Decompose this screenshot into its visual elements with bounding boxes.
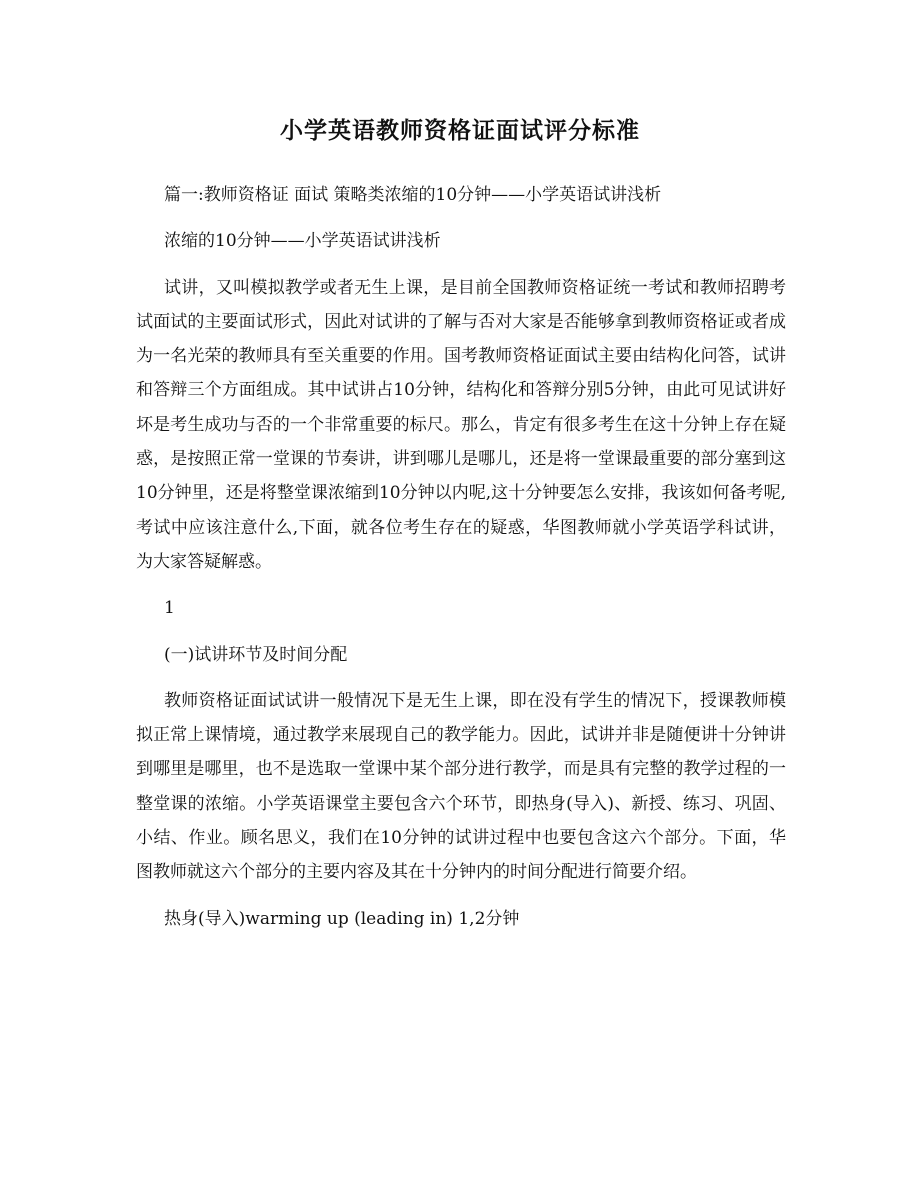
paragraph-warming-up: 热身(导入)warming up (leading in) 1,2分钟 xyxy=(164,908,520,929)
paragraph-spacer xyxy=(136,626,786,638)
paragraph-number: 1 xyxy=(164,598,175,619)
document-body xyxy=(136,178,786,936)
paragraph-spacer xyxy=(136,672,786,684)
paragraph-heading-timing: (一)试讲环节及时间分配 xyxy=(164,644,348,665)
paragraph-teaching-process: 教师资格证面试试讲一般情况下是无生上课，即在没有学生的情况下，授课教师模拟正常上课情境，通过教学来展现自己的教学能力。因此，试讲并非是随便讲十分钟讲到哪里是哪里，也不是选取一堂课中某个部分进行教学，而是具有完整的教学过程的一整堂课的浓缩。小学英语课堂主要包含六个环节，即热身(导入)、新授、练习、巩固、小结、作业。顾名思义，我们在10分钟的试讲过程中也要包含这六个部分。下面，华图教师就这六个部分的主要内容及其在十分钟内的时间分配进行简要介绍。 xyxy=(136,690,786,883)
paragraph-spacer xyxy=(136,259,786,271)
paragraph-spacer xyxy=(136,890,786,902)
paragraph-intro: 试讲，又叫模拟教学或者无生上课，是目前全国教师资格证统一考试和教师招聘考试面试的主要面试形式，因此对试讲的了解与否对大家是否能够拿到教师资格证或者成为一名光荣的教师具有至关重要的作用。国考教师资格证面试主要由结构化问答，试讲和答辩三个方面组成。其中试讲占10分钟，结构化和答辩分别5分钟，由此可见试讲好坏是考生成功与否的一个非常重要的标尺。那么，肯定有很多考生在这十分钟上存在疑惑，是按照正常一堂课的节奏讲，讲到哪儿是哪儿，还是将一堂课最重要的部分塞到这10分钟里，还是将整堂课浓缩到10分钟以内呢,这十分钟要怎么安排，我该如何备考呢,考试中应该注意什么,下面，就各位考生存在的疑惑，华图教师就小学英语学科试讲，为大家答疑解惑。 xyxy=(136,277,786,572)
paragraph-section-heading: 篇一:教师资格证 面试 策略类浓缩的10分钟——小学英语试讲浅析 xyxy=(164,185,662,205)
paragraph-spacer xyxy=(136,579,786,591)
document-title: 小学英语教师资格证面试评分标准 xyxy=(280,117,640,144)
paragraph-subtitle: 浓缩的10分钟——小学英语试讲浅析 xyxy=(164,231,441,252)
paragraph-spacer xyxy=(136,212,786,224)
